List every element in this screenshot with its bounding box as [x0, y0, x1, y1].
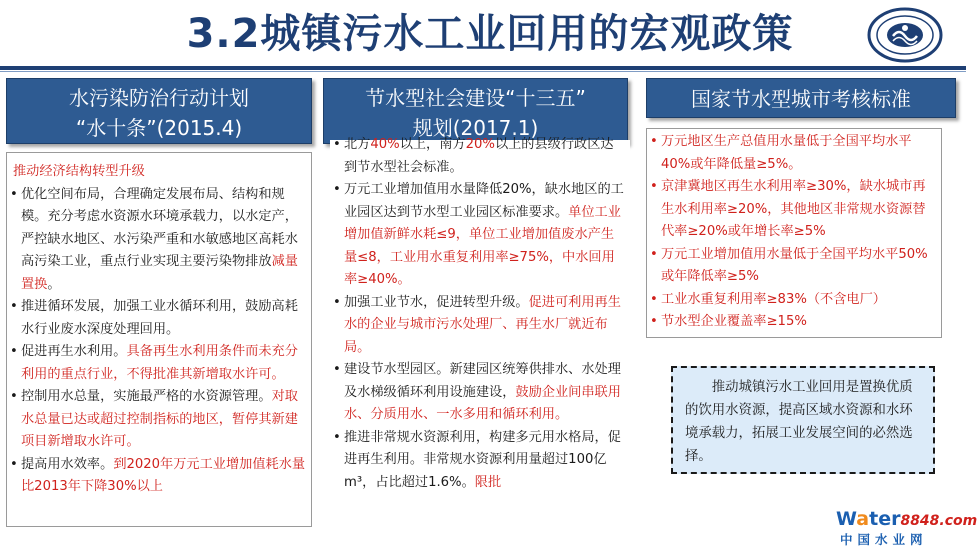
bullet-item [7, 386, 311, 454]
water-association-seal-icon [866, 6, 944, 64]
column-header-line: 水污染防治行动计划 [69, 86, 249, 110]
body-text: 加强工业节水，促进转型升级。 [344, 294, 529, 310]
body-text: 万元工业增加值用水量降低20%，缺水地区的工业园区达到节水型工业园区标准要求。 [344, 182, 624, 220]
highlight-text: 促进可利用再生水的企业与城市污水处理厂、再生水厂就近布局。 [344, 294, 621, 355]
bullet-item [647, 311, 941, 334]
bullet-item [7, 341, 311, 386]
bullet-item [647, 131, 941, 176]
title-bar [0, 0, 966, 70]
column-header-city-standard [646, 78, 956, 118]
body-text: 促进再生水利用。 [21, 344, 127, 359]
highlight-text: 京津冀地区再生水利用率≥30%，缺水城市再生水利用率≥20%，其他地区非常规水资源替代率≥20%或年增长率≥5% [661, 179, 926, 239]
panel-city-standard [646, 128, 942, 338]
watermark-chinese: 中国水业网 [840, 532, 928, 547]
highlight-text: 40% [370, 137, 400, 152]
bullet-item [330, 134, 630, 179]
bullet-item [7, 296, 311, 341]
highlight-text: 限批 [474, 474, 502, 490]
body-text: 推进循环发展，加强工业水循环利用，鼓励高耗水行业废水深度处理回用。 [21, 299, 298, 337]
column-header-line: 节水型社会建设“十三五” [365, 86, 586, 110]
highlight-text: 工业水重复利用率≥83%（不含电厂） [661, 291, 886, 307]
title-divider [0, 66, 966, 70]
body-text: 以上，南方 [399, 137, 466, 152]
panel-text [647, 129, 941, 334]
watermark-letter: W [836, 508, 857, 530]
watermark-letter: ter [869, 508, 901, 530]
body-text: 建设节水型园区。新建园区统筹供排水、水处理及水梯级循环利用设施建设， [344, 362, 621, 400]
column-header-line: “水十条”(2015.4) [75, 116, 243, 140]
body-text: 提高用水效率。 [21, 456, 114, 472]
highlight-text: 万元工业增加值用水量低于全国平均水平50%或年降低率≥5% [661, 246, 928, 284]
panel-text [330, 134, 630, 494]
column-header-water-plan [6, 78, 312, 144]
highlight-text: 节水型企业覆盖率≥15% [661, 314, 807, 329]
watermark-letter: a [856, 508, 870, 530]
bullet-item [7, 454, 311, 499]
summary-callout: 推动城镇污水工业回用是置换优质的饮用水资源，提高区域水资源和水环境承载力，拓展工业发展空间的必然选择。 [671, 366, 935, 474]
watermark-number: 8848 [900, 513, 940, 529]
column-header-line: 国家节水型城市考核标准 [691, 87, 911, 111]
highlight-text: 20% [465, 137, 495, 152]
body-text: 以上的县级行政区达到节水型社会标准。 [344, 137, 614, 175]
highlight-text: 到2020年万元工业增加值耗水量比2013年下降30%以上 [21, 456, 306, 494]
highlight-text: 具备再生水利用条件而未充分利用的重点行业，不得批准其新增取水许可。 [21, 344, 298, 382]
watermark-logo [836, 508, 977, 550]
panel-water-saving-plan [330, 137, 630, 544]
bullet-item [330, 179, 630, 292]
body-text: 推进非常规水资源利用，构建多元用水格局，促进再生利用。非常规水资源利用量超过100亿m³，占比超过1.6%。 [344, 429, 621, 490]
watermark-brand [836, 508, 977, 532]
panel-water-plan [6, 152, 312, 527]
bullet-item [7, 184, 311, 297]
body-text: 。 [47, 276, 61, 292]
bullet-item [647, 244, 941, 289]
highlight-text: 减量置换 [21, 254, 298, 292]
body-text: 控制用水总量，实施最严格的水资源管理。 [21, 389, 272, 404]
bullet-item [647, 176, 941, 244]
bullet-item [647, 289, 941, 312]
bullet-item [330, 292, 630, 360]
highlight-text: 万元地区生产总值用水量低于全国平均水平40%或年降低量≥5%。 [661, 134, 912, 172]
column-header-line: 规划(2017.1) [412, 116, 539, 140]
watermark-domain: .com [939, 513, 977, 529]
panel-heading: 推动经济结构转型升级 [13, 164, 145, 179]
bullet-item [330, 427, 630, 495]
highlight-text: 对取水总量已达或超过控制指标的地区，暂停其新建项目新增取水许可。 [21, 389, 298, 449]
title-divider-thin [0, 71, 966, 72]
body-text: 北方 [344, 137, 371, 152]
highlight-text: 单位工业增加值新鲜水耗≤9，单位工业增加值废水产生量≤8，工业用水重复利用率≥75%，中水回用率≥40%。 [344, 204, 621, 287]
body-text: 优化空间布局，合理确定发展布局、结构和规模。充分考虑水资源水环境承载力，以水定产，严控缺水地区、水污染严重和水敏感地区高耗水高污染工业，重点行业实现主要污染物排放 [21, 186, 298, 269]
highlight-text: 鼓励企业间串联用水、分质用水、一水多用和循环利用。 [344, 384, 621, 422]
panel-text [7, 153, 311, 499]
bullet-item [330, 359, 630, 427]
page-title: 3.2城镇污水工业回用的宏观政策 [186, 11, 794, 57]
